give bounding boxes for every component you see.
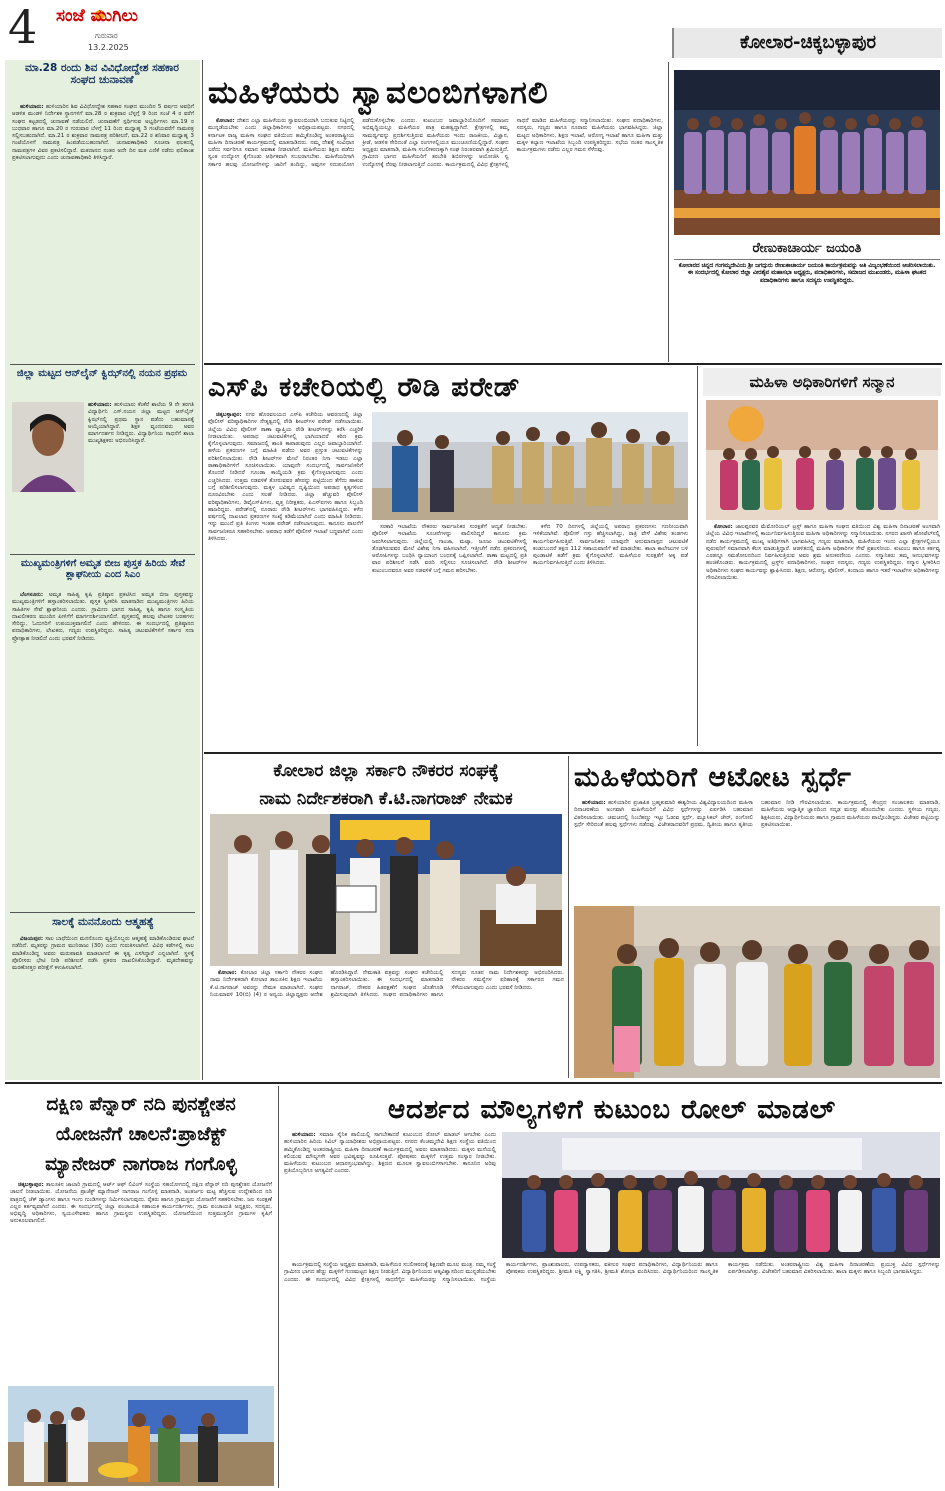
auto-story-body [574,800,940,904]
rowdy-story-dateline: ಚಿಕ್ಕಬಳ್ಳಾಪುರ: [216,412,242,418]
river-project-photo [8,1386,274,1486]
section-banner [672,28,942,58]
renuka-subhead: ರೇಣುಕಾಚಾರ್ಯ ಜಯಂತಿ [752,241,862,256]
sidebar-story1-body [12,104,194,362]
family-story-body-top [284,1132,496,1252]
sidebar-story1-text: ಹುಳಿಯಾರಿನ ಶಿವ ವಿವಿಧೋದ್ದೇಶ ಸಹಕಾರ ಸಂಘದ ಮುಂದಿನ 5 ವರ್ಷದ ಅವಧಿಗೆ ಆಡಳಿತ ಮಂಡಳಿ ನಿರ್ದೇಶಕ ಸ್ಥಾನಗಳಿಗೆ ಮಾ.28 ರ ಶುಕ್ರವಾರ ಬೆಳ್ಳಗ್ಗೆ 9 ರಿಂದ ಸಂಜೆ 4 ರ ವರೆಗೆ ಸಂಘದ ಕಟ್ಟಡದಲ್ಲಿ ಚುನಾವಣೆ ನಡೆಯಲಿದೆ. ಚುನಾವಣೆಗೆ ಸ್ಪರ್ಧಿಸುವ ಅಭ್ಯರ್ಥಿಗಳು ಮಾ.19 ರ ಬುಧವಾರ ಹಾಗೂ ಮಾ.20 ರ ಗುರುವಾರ ಬೆಳಗ್ಗೆ 11 ರಿಂದ ಮಧ್ಯಾಹ್ನ 3 ಗಂಟೆಯವರೆಗೆ ನಾಮಪತ್ರ ಸಲ್ಲಿಸಬಹುದಾಗಿದೆ. ಮಾ.21 ರ ಶುಕ್ರವಾರ ನಾಮಪತ್ರ ಪರಿಶೀಲನೆ, ಮಾ.22 ರ ಶನಿವಾರ ಮಧ್ಯಾಹ್ನ 3 ಗಂಟೆಯೊಳಗೆ ನಾಮಪತ್ರ ಹಿಂಪಡೆಯಬಹುದಾಗಿದೆ. ಚುನಾವಣಾಧಿಕಾರಿ ಸೂಚನಾ ಫಲಕದಲ್ಲಿ ನಾಮಪತ್ರಗಳ ವಿವರ ಪ್ರಕಟಿಸಲಿದ್ದಾರೆ. ಮತದಾನದ ನಂತರ ಅದೇ ದಿನ ಮತ ಎಣಿಕೆ ನಡೆದು ಫಲಿತಾಂಶ ಪ್ರಕಟಿಸಲಾಗುವುದು ಎಂದು ಚುನಾವಣಾಧಿಕಾರಿ ತಿಳಿಸಿದ್ದಾರೆ. [12,104,194,162]
family-story-text-bottom: ಕಾರ್ಯಕ್ರಮದಲ್ಲಿ ಸಂಸ್ಥೆಯ ಅಧ್ಯಕ್ಷರು ಮಾತನಾಡಿ, ಮಹಿಳೆಯರ ಸಬಲೀಕರಣಕ್ಕೆ ಶಿಕ್ಷಣವೇ ಮೂಲ ಮಂತ್ರ. ನಮ್ಮ ಸಂಸ್ಥೆ ಗ್ರಾಮೀಣ ಭಾಗದ ಹೆಣ್ಣು ಮಕ್ಕಳಿಗೆ ಗುಣಮಟ್ಟದ ಶಿಕ್ಷಣ ನೀಡುತ್ತಿದೆ. ವಿದ್ಯಾರ್ಥಿನಿಯರು ಆತ್ಮವಿಶ್ವಾಸದಿಂದ ಮುನ್ನಡೆಯಬೇಕು ಎಂದರು. ಈ ಸಂದರ್ಭದಲ್ಲಿ ವಿವಿಧ ಕ್ಷೇತ್ರಗಳಲ್ಲಿ ಸಾಧನೆಗೈದ ಮಹಿಳೆಯರನ್ನು ಸನ್ಮಾನಿಸಲಾಯಿತು. ಸಂಸ್ಥೆಯ ಕಾರ್ಯದರ್ಶಿಗಳು, ಪ್ರಾಂಶುಪಾಲರು, ಉಪನ್ಯಾಸಕರು, ವಕೀಲರ ಸಂಘದ ಪದಾಧಿಕಾರಿಗಳು, ವಿದ್ಯಾರ್ಥಿನಿಯರು ಹಾಗೂ ಪೋಷಕರು ಉಪಸ್ಥಿತರಿದ್ದರು. ಶ್ರೀಮತಿ ಲಕ್ಷ್ಮಿ ಸ್ವಾಗತಿಸಿ, ಶ್ರೀಮತಿ ಶೋಭಾ ವಂದಿಸಿದರು. ವಿದ್ಯಾರ್ಥಿನಿಯರಿಂದ ಸಾಂಸ್ಕೃತಿಕ ಕಾರ್ಯಕ್ರಮ ನಡೆಯಿತು. ಅಂತರರಾಷ್ಟ್ರೀಯ ವಿಶ್ವ ಮಹಿಳಾ ದಿನಾಚರಣೆಯ ಪ್ರಯುಕ್ತ ವಿವಿಧ ಸ್ಪರ್ಧೆಗಳನ್ನು ಏರ್ಪಡಿಸಲಾಗಿತ್ತು. ವಿಜೇತರಿಗೆ ಬಹುಮಾನ ವಿತರಿಸಲಾಯಿತು. ಶಾಲಾ ಮಕ್ಕಳು ಹಾಗೂ ಸಿಬ್ಬಂದಿ ಭಾಗವಹಿಸಿದ್ದರು. [284,1262,940,1283]
student-photo [12,402,84,492]
family-story-body-bottom [284,1262,940,1486]
women-story-dateline: ಕೋಲಾರ: [216,118,235,124]
renuka-subhead-box [674,238,940,260]
section-divider [204,752,942,754]
river-story-body [10,1182,272,1382]
rowdy-story-body-left [208,412,363,748]
family-story-headline: ಆದರ್ಶದ ಮೌಲ್ಯಗಳಿಗೆ ಕುಟುಂಬ ರೋಲ್ ಮಾಡಲ್ [387,1095,837,1125]
sidebar-story1-dateline: ಹುಳಿಯಾರು: [20,104,44,110]
river-headline-line2: ಯೋಜನೆಗೆ ಚಾಲನೆ:ಪ್ರಾಜೆಕ್ಟ್ [55,1124,227,1145]
issue-date: 13.2.2025 [88,43,129,52]
issue-day: ಗುರುವಾರ [95,32,118,40]
river-story-text: ತಾಲೂಕಿನ ಜಾಲಾರಿ ಗ್ರಾಮದಲ್ಲಿ ಆರ್ಟ್ ಆಫ್ ಲಿವಿಂಗ್ ಸಂಸ್ಥೆಯ ಸಹಯೋಗದಲ್ಲಿ ದಕ್ಷಿಣ ಪೆನ್ನಾರ್ ನದಿ ಪುನಶ್ಚೇತನ ಯೋಜನೆಗೆ ಚಾಲನೆ ನೀಡಲಾಯಿತು. ಯೋಜನೆಯ ಪ್ರಾಜೆಕ್ಟ್ ಮ್ಯಾನೇಜರ್ ನಾಗರಾಜ ಗಂಗೊಳ್ಳಿ ಮಾತನಾಡಿ, ಅಂತರ್ಜಲ ಮಟ್ಟ ಹೆಚ್ಚಿಸುವ ಉದ್ದೇಶದಿಂದ ನದಿ ಪಾತ್ರದಲ್ಲಿ ಚೆಕ್ ಡ್ಯಾಂಗಳು ಹಾಗೂ ಇಂಗು ಗುಂಡಿಗಳನ್ನು ನಿರ್ಮಿಸಲಾಗುವುದು. ರೈತರು ಹಾಗೂ ಗ್ರಾಮಸ್ಥರು ಯೋಜನೆಗೆ ಸಹಕರಿಸಬೇಕು. ಜಲ ಸಂರಕ್ಷಣೆ ಎಲ್ಲರ ಕರ್ತವ್ಯವಾಗಿದೆ ಎಂದರು. ಈ ಸಂದರ್ಭದಲ್ಲಿ ಜಿಲ್ಲಾ ಪಂಚಾಯತಿ ಸಹಾಯಕ ಕಾರ್ಯದರ್ಶಿಗಳು, ಗ್ರಾಮ ಪಂಚಾಯತಿ ಅಧ್ಯಕ್ಷರು, ಸದಸ್ಯರು, ಅಭಿವೃದ್ಧಿ ಅಧಿಕಾರಿಗಳು, ಸ್ವಯಂಸೇವಕರು ಹಾಗೂ ಗ್ರಾಮಸ್ಥರು ಉಪಸ್ಥಿತರಿದ್ದರು. ಯೋಜನೆಯಿಂದ ಸುತ್ತಮುತ್ತಲಿನ ಗ್ರಾಮಗಳ ಕೃಷಿಗೆ ಅನುಕೂಲವಾಗಲಿದೆ. [10,1182,272,1225]
section-divider [204,363,942,365]
family-story-text-top: ಸಮಾಜ ಸೈನಿಕ ಪಾಲಿಯಲ್ಲಿ ಸಾಗಬೇಕಾದರೆ ಕುಟುಂಬದ ರೋಲ್ ಮಾಡಲ್ ಆಗಬೇಕು ಎಂದು ಹುಳಿಯಾರಿನ ಹಿರಿಯ ಸಿವಿಲ್ ನ್ಯಾಯಾಧೀಶರು ಅಭಿಪ್ರಾಯಪಟ್ಟರು. ನಗರದ ಕೆಂಚಮ್ಮದೇವಿ ಶಿಕ್ಷಣ ಸಂಸ್ಥೆಯ ವತಿಯಿಂದ ಹಮ್ಮಿಕೊಂಡಿದ್ದ ಅಂತರರಾಷ್ಟ್ರೀಯ ಮಹಿಳಾ ದಿನಾಚರಣೆ ಕಾರ್ಯಕ್ರಮದಲ್ಲಿ ಅವರು ಮಾತನಾಡಿದರು. ಮಕ್ಕಳು ಮನೆಯಲ್ಲಿ ಕಲಿಯುವ ಮೌಲ್ಯಗಳೇ ಅವರ ಭವಿಷ್ಯವನ್ನು ರೂಪಿಸುತ್ತವೆ. ಪೋಷಕರು ಮಕ್ಕಳಿಗೆ ಉತ್ತಮ ಸಂಸ್ಕಾರ ನೀಡಬೇಕು. ಮಹಿಳೆಯರು ಕುಟುಂಬದ ಆಧಾರಸ್ತಂಭವಾಗಿದ್ದು, ಶಿಕ್ಷಣದ ಮೂಲಕ ಸ್ವಾವಲಂಬಿಗಳಾಗಬೇಕು. ಕಾನೂನಿನ ಅರಿವು ಪ್ರತಿಯೊಬ್ಬರಿಗೂ ಅಗತ್ಯವಿದೆ ಎಂದರು. [284,1132,496,1175]
divider [10,554,195,555]
sidebar-story2-body [12,402,194,552]
honor-story-body [706,524,940,748]
sidebar-story2-headline: ಜಿಲ್ಲಾ ಮಟ್ಟದ ಆನ್‌ಲೈನ್ ಕ್ವಿಝ್‌ನಲ್ಲಿ ನಯನ ಪ್ರಥಮ [16,368,188,379]
honor-story-text: ಜಾಲಪ್ಪನವರ ಮೆಮೋರಿಯಲ್ ಟ್ರಸ್ಟ್ ಹಾಗೂ ಮಹಿಳಾ ಸಂಘದ ವತಿಯಿಂದ ವಿಶ್ವ ಮಹಿಳಾ ದಿನಾಚರಣೆ ಅಂಗವಾಗಿ ಜಿಲ್ಲೆಯ ವಿವಿಧ ಇಲಾಖೆಗಳಲ್ಲಿ ಕಾರ್ಯನಿರ್ವಹಿಸುತ್ತಿರುವ ಮಹಿಳಾ ಅಧಿಕಾರಿಗಳನ್ನು ಸನ್ಮಾನಿಸಲಾಯಿತು. ನಗರದ ಖಾಸಗಿ ಹೋಟೆಲ್‌ನಲ್ಲಿ ನಡೆದ ಕಾರ್ಯಕ್ರಮದಲ್ಲಿ ಮುಖ್ಯ ಅತಿಥಿಗಳಾಗಿ ಭಾಗವಹಿಸಿದ್ದ ಗಣ್ಯರು ಮಾತನಾಡಿ, ಮಹಿಳೆಯರು ಇಂದು ಎಲ್ಲಾ ಕ್ಷೇತ್ರಗಳಲ್ಲಿಯೂ ಪುರುಷರಿಗೆ ಸಮಾನವಾಗಿ ಕೆಲಸ ಮಾಡುತ್ತಿದ್ದಾರೆ. ಆಡಳಿತದಲ್ಲಿ ಮಹಿಳಾ ಅಧಿಕಾರಿಗಳ ಸೇವೆ ಪ್ರಶಂಸನೀಯ. ಕುಟುಂಬ ಹಾಗೂ ಕರ್ತವ್ಯ ಎರಡನ್ನೂ ಸಮತೋಲನದಿಂದ ನಿರ್ವಹಿಸುತ್ತಿರುವ ಅವರ ಶ್ರಮ ಅನುಕರಣೀಯ ಎಂದರು. ಸನ್ಮಾನಿತರು ತಮ್ಮ ಅನುಭವಗಳನ್ನು ಹಂಚಿಕೊಂಡರು. ಕಾರ್ಯಕ್ರಮದಲ್ಲಿ ಟ್ರಸ್ಟ್‌ನ ಪದಾಧಿಕಾರಿಗಳು, ಸಂಘದ ಸದಸ್ಯರು, ಗಣ್ಯರು ಉಪಸ್ಥಿತರಿದ್ದರು. ಸನ್ಮಾನ ಸ್ವೀಕರಿಸಿದ ಅಧಿಕಾರಿಗಳು ಸಂಘದ ಕಾರ್ಯವನ್ನು ಶ್ಲಾಘಿಸಿದರು. ಶಿಕ್ಷಣ, ಆರೋಗ್ಯ, ಪೊಲೀಸ್, ಕಂದಾಯ ಹಾಗೂ ಇತರೆ ಇಲಾಖೆಗಳ ಅಧಿಕಾರಿಗಳನ್ನು ಗೌರವಿಸಲಾಯಿತು. [706,524,940,582]
brand-name: ಸಂಜೆ ಮುಗಿಲು [56,6,138,26]
nagaraj-photo [210,814,562,966]
divider [10,912,195,913]
river-headline-line3: ಮ್ಯಾನೇಜರ್ ನಾಗರಾಜ ಗಂಗೊಳ್ಳಿ [45,1154,237,1175]
sidebar-story4-dateline: ವಿಜಯಪುರ: [20,936,44,942]
rowdy-story-body-right: ಕಳೆದ 70 ದಿನಗಳಲ್ಲಿ ಜಿಲ್ಲೆಯಲ್ಲಿ ಅಪರಾಧ ಪ್ರಕರಣಗಳು ಗಣನೀಯವಾಗಿ ಇಳಿಕೆಯಾಗಿವೆ. ಪೊಲೀಸ್ ಗಸ್ತು ಹೆಚ್ಚಿಸಲಾಗಿದ್ದು, ರಾತ್ರಿ ವೇಳೆ ವಿಶೇಷ ತಂಡಗಳು ಕಾರ್ಯನಿರ್ವಹಿಸುತ್ತಿವೆ. ಸಾರ್ವಜನಿಕರು ಯಾವುದೇ ಅನುಮಾನಾಸ್ಪದ ಚಟುವಟಿಕೆ ಕಂಡುಬಂದರೆ ತಕ್ಷಣ 112 ಸಹಾಯವಾಣಿಗೆ ಕರೆ ಮಾಡಬೇಕು. ಶಾಲಾ ಕಾಲೇಜುಗಳ ಬಳಿ ಪುಂಡಾಟಿಕೆ ತಡೆಗೆ ಕ್ರಮ ಕೈಗೊಳ್ಳಲಾಗಿದೆ. ಮಹಿಳೆಯರ ಸುರಕ್ಷತೆಗೆ ಅಕ್ಕ ಪಡೆ ಕಾರ್ಯನಿರ್ವಹಿಸುತ್ತಿದೆ ಎಂದು ತಿಳಿಸಿದರು. [533,524,688,567]
rowdy-story-text: ನಗರ ಹೊರವಲಯದ ಎಸ್‌ಪಿ ಕಚೇರಿಯ ಆವರಣದಲ್ಲಿ ಜಿಲ್ಲಾ ಪೊಲೀಸ್ ವರಿಷ್ಠಾಧಿಕಾರಿಗಳ ನೇತೃತ್ವದಲ್ಲಿ ರೌಡಿ ಶೀಟರ್‌ಗಳ ಪರೇಡ್ ನಡೆಸಲಾಯಿತು. ಜಿಲ್ಲೆಯ ವಿವಿಧ ಪೊಲೀಸ್ ಠಾಣಾ ವ್ಯಾಪ್ತಿಯ ರೌಡಿ ಶೀಟರ್‌ಗಳನ್ನು ಕರೆಸಿ ಎಚ್ಚರಿಕೆ ನೀಡಲಾಯಿತು. ಅಪರಾಧ ಚಟುವಟಿಕೆಗಳಲ್ಲಿ ಭಾಗಿಯಾದರೆ ಕಠಿಣ ಕ್ರಮ ಕೈಗೊಳ್ಳಲಾಗುವುದು. ಸಮಾಜದಲ್ಲಿ ಶಾಂತಿ ಕಾಪಾಡುವುದು ಎಲ್ಲರ ಜವಾಬ್ದಾರಿಯಾಗಿದೆ. ಹಳೆಯ ಪ್ರಕರಣಗಳ ಬಗ್ಗೆ ಮಾಹಿತಿ ಪಡೆದು ಅವರ ಪ್ರಸ್ತುತ ಚಟುವಟಿಕೆಗಳನ್ನು ಪರಿಶೀಲಿಸಲಾಯಿತು. ರೌಡಿ ಶೀಟರ್‌ಗಳ ಮೇಲೆ ನಿರಂತರ ನಿಗಾ ಇಡಲು ಎಲ್ಲಾ ಠಾಣಾಧಿಕಾರಿಗಳಿಗೆ ಸೂಚಿಸಲಾಯಿತು. ಯಾವುದೇ ಸಂದರ್ಭದಲ್ಲಿ ಸಾರ್ವಜನಿಕರಿಗೆ ತೊಂದರೆ ನೀಡಿದರೆ ಗೂಂಡಾ ಕಾಯ್ದೆಯಡಿ ಕ್ರಮ ಕೈಗೊಳ್ಳಲಾಗುವುದು ಎಂದು ಎಚ್ಚರಿಸಿದರು. ಉತ್ತಮ ನಡವಳಿಕೆ ತೋರುವವರ ಹೆಸರನ್ನು ಪಟ್ಟಿಯಿಂದ ತೆಗೆದು ಹಾಕುವ ಬಗ್ಗೆ ಪರಿಶೀಲಿಸಲಾಗುವುದು. ಮಕ್ಕಳ ಭವಿಷ್ಯದ ದೃಷ್ಟಿಯಿಂದ ಅಪರಾಧ ಕೃತ್ಯಗಳಿಂದ ದೂರವಿರಬೇಕು ಎಂದು ಸಲಹೆ ನೀಡಿದರು. ಜಿಲ್ಲಾ ಹೆಚ್ಚುವರಿ ಪೊಲೀಸ್ ವರಿಷ್ಠಾಧಿಕಾರಿಗಳು, ಡಿವೈಎಸ್‌ಪಿಗಳು, ವೃತ್ತ ನಿರೀಕ್ಷಕರು, ಪಿಎಸ್‌ಐಗಳು ಹಾಗೂ ಸಿಬ್ಬಂದಿ ಹಾಜರಿದ್ದರು. ಪರೇಡ್‌ನಲ್ಲಿ ನೂರಾರು ರೌಡಿ ಶೀಟರ್‌ಗಳು ಭಾಗವಹಿಸಿದ್ದರು. ಕಳೆದ ವರ್ಷದಲ್ಲಿ ದಾಖಲಾದ ಪ್ರಕರಣಗಳ ಸಂಖ್ಯೆ ಕಡಿಮೆಯಾಗಿದೆ ಎಂದು ಮಾಹಿತಿ ನೀಡಿದರು. ಇನ್ನು ಮುಂದೆ ಪ್ರತಿ ತಿಂಗಳು ಇಂತಹ ಪರೇಡ್ ನಡೆಸಲಾಗುವುದು. ಕಾನೂನು ಪಾಲನೆಗೆ ಸಾರ್ವಜನಿಕರೂ ಸಹಕರಿಸಬೇಕು. ಅಪರಾಧ ತಡೆಗೆ ಪೊಲೀಸ್ ಇಲಾಖೆ ಬದ್ಧವಾಗಿದೆ ಎಂದು ತಿಳಿಸಿದರು. [208,412,363,543]
sidebar-story1-headline: ಮಾ.28 ರಂದು ಶಿವ ವಿವಿಧೋದ್ದೇಶ ಸಹಕಾರ ಸಂಘದ ಚುನಾವಣೆ [25,62,179,87]
sidebar-story3-body [12,592,194,910]
auto-story-dateline: ಹುಳಿಯಾರು: [582,800,606,806]
honor-subhead: ಮಹಿಳಾ ಅಧಿಕಾರಿಗಳಿಗೆ ಸನ್ಮಾನ [749,373,895,391]
column-divider [278,1086,279,1488]
sidebar-story3-dateline: ಬೆಂಗಳೂರು: [20,592,44,598]
masthead [0,0,945,60]
column-divider [202,60,203,1080]
page-number: 4 [8,0,38,54]
nagaraj-story-text: ಕೋಲಾರ ಜಿಲ್ಲಾ ಸರ್ಕಾರಿ ನೌಕರರ ಸಂಘದ ನಾಮ ನಿರ್ದೇಶಕರಾಗಿ ಕೋಲಾರ ತಾಲೂಕಿನ ಶಿಕ್ಷಣ ಇಲಾಖೆಯ ಕೆ.ಟಿ.ನಾಗರಾಜ್ ಅವರನ್ನು ನೇಮಕ ಮಾಡಲಾಗಿದೆ. ಸಂಘದ ನಿಯಮಾವಳಿ 10(ಬಿ) (4) ರ ಅನ್ವಯ ಜಿಲ್ಲಾಧ್ಯಕ್ಷರು ಆದೇಶ ಹೊರಡಿಸಿದ್ದಾರೆ. ನೇಮಕಾತಿ ಪತ್ರವನ್ನು ಸಂಘದ ಕಚೇರಿಯಲ್ಲಿ ಹಸ್ತಾಂತರಿಸಲಾಯಿತು. ಈ ಸಂದರ್ಭದಲ್ಲಿ ಮಾತನಾಡಿದ ನಾಗರಾಜ್, ನೌಕರರ ಹಿತರಕ್ಷಣೆಗೆ ಸಂಘದ ಜೊತೆಗೂಡಿ ಶ್ರಮಿಸುವುದಾಗಿ ತಿಳಿಸಿದರು. ಸಂಘದ ಪದಾಧಿಕಾರಿಗಳು ಹಾಗೂ ಸದಸ್ಯರು ನೂತನ ನಾಮ ನಿರ್ದೇಶಕರನ್ನು ಅಭಿನಂದಿಸಿದರು. ನೌಕರರ ಸಮಸ್ಯೆಗಳ ಪರಿಹಾರಕ್ಕೆ ಸರ್ಕಾರದ ಗಮನ ಸೆಳೆಯಲಾಗುವುದು ಎಂದು ಭರವಸೆ ನೀಡಿದರು. [210,970,564,998]
section-divider [5,1082,942,1084]
renuka-caption: ಕೋಲಾರದ ಚಿನ್ನದ ಗಂಗಮ್ಮದೇವಿಯ ಶ್ರೀ ಜಗದ್ಗುರು ರೇಣುಕಾಚಾರ್ಯ ಜಯಂತಿ ಕಾರ್ಯಕ್ರಮವನ್ನು ಅತಿ ವಿಜೃಂಭಣೆಯಿಂದ ಆಚರಿಸಲಾಯಿತು. ಈ ಸಂದರ್ಭದಲ್ಲಿ ಕೋಲಾರ ಜಿಲ್ಲಾ ವೀರಶೈವ ಮಹಾಸಭಾ ಅಧ್ಯಕ್ಷರು, ಪದಾಧಿಕಾರಿಗಳು, ಸಮಾಜದ ಮುಖಂಡರು, ಮಹಿಳಾ ಘಟಕದ ಪದಾಧಿಕಾರಿಗಳು ಹಾಗೂ ಸದಸ್ಯರು ಉಪಸ್ಥಿತರಿದ್ದರು. [678,263,936,284]
river-headline-line1: ದಕ್ಷಿಣ ಪೆನ್ನಾರ್ ನದಿ ಪುನಶ್ಚೇತನ [46,1094,236,1115]
sidebar-story2-dateline: ಹುಳಿಯಾರು: [88,402,112,408]
auto-story-text: ಹುಳಿಯಾರಿನ ಪ್ರಜಾಪಿತ ಬ್ರಹ್ಮಕುಮಾರಿ ಈಶ್ವರೀಯ ವಿಶ್ವವಿದ್ಯಾಲಯದಿಂದ ಮಹಿಳಾ ದಿನಾಚರಣೆಯ ಅಂಗವಾಗಿ ಮಹಿಳೆಯರಿಗೆ ವಿವಿಧ ಸ್ಪರ್ಧೆಗಳನ್ನು ಏರ್ಪಡಿಸಿ ಬಹುಮಾನ ವಿತರಿಸಲಾಯಿತು. ಚಮಚದಲ್ಲಿ ನಿಂಬೆಹಣ್ಣು ಇಟ್ಟು ಓಡುವ ಸ್ಪರ್ಧೆ, ಮ್ಯೂಸಿಕಲ್ ಚೇರ್, ರಂಗೋಲಿ ಸ್ಪರ್ಧೆ ಸೇರಿದಂತೆ ಹಲವು ಸ್ಪರ್ಧೆಗಳು ನಡೆದವು. ವಿಜೇತರಾದವರಿಗೆ ಪ್ರಥಮ, ದ್ವಿತೀಯ ಹಾಗೂ ತೃತೀಯ ಬಹುಮಾನ ನೀಡಿ ಗೌರವಿಸಲಾಯಿತು. ಕಾರ್ಯಕ್ರಮದಲ್ಲಿ ಕೇಂದ್ರದ ಸಂಚಾಲಕರು ಮಾತನಾಡಿ, ಮಹಿಳೆಯರು ಆಧ್ಯಾತ್ಮಿಕ ಜ್ಞಾನದಿಂದ ಸದೃಢ ಮನಸ್ಸು ಹೊಂದಬೇಕು ಎಂದರು. ಸ್ಥಳೀಯ ಗಣ್ಯರು, ಶಿಕ್ಷಕಿಯರು, ವಿದ್ಯಾರ್ಥಿನಿಯರು ಹಾಗೂ ಗ್ರಾಮದ ಮಹಿಳೆಯರು ಪಾಲ್ಗೊಂಡಿದ್ದರು. ವಿಜೇತರ ಪಟ್ಟಿಯನ್ನು ಪ್ರಕಟಿಸಲಾಯಿತು. [574,800,940,828]
women-story-text: ದೇಶದ ಎಲ್ಲಾ ಮಹಿಳೆಯರು ಸ್ವಾವಲಂಬಿಯಾಗಿ ಬದುಕುವ ನಿಟ್ಟಿನಲ್ಲಿ ಮುನ್ನಡೆಯಬೇಕು ಎಂದು ಜಿಲ್ಲಾಧಿಕಾರಿಗಳು ಅಭಿಪ್ರಾಯಪಟ್ಟರು. ನಗರದಲ್ಲಿ ಕರ್ನಾಟಕ ರಾಜ್ಯ ಮಹಿಳಾ ಸಂಘದ ವತಿಯಿಂದ ಹಮ್ಮಿಕೊಂಡಿದ್ದ ಅಂತರರಾಷ್ಟ್ರೀಯ ಮಹಿಳಾ ದಿನಾಚರಣೆ ಕಾರ್ಯಕ್ರಮದಲ್ಲಿ ಮಾತನಾಡಿದರು. ನಮ್ಮ ದೇಶಕ್ಕೆ ಸಂವಿಧಾನ ಬರೆದು ಸರ್ವರಿಗೂ ಸಮಾನ ಅವಕಾಶ ನೀಡಲಾಗಿದೆ. ಮಹಿಳೆಯರು ಶಿಕ್ಷಣ ಪಡೆದು ಸ್ವಂತ ಉದ್ಯೋಗ ಕೈಗೊಂಡು ಆರ್ಥಿಕವಾಗಿ ಸಬಲರಾಗಬೇಕು. ಮಹಿಳೆಯರಿಗಾಗಿ ಸರ್ಕಾರ ಹಲವು ಯೋಜನೆಗಳನ್ನು ಜಾರಿಗೆ ತಂದಿದ್ದು, ಅವುಗಳ ಸದುಪಯೋಗ ಪಡೆದುಕೊಳ್ಳಬೇಕು ಎಂದರು. ಕುಟುಂಬದ ಜವಾಬ್ದಾರಿಯೊಂದಿಗೆ ಸಮಾಜದ ಅಭಿವೃದ್ಧಿಯಲ್ಲೂ ಮಹಿಳೆಯರ ಪಾತ್ರ ಮಹತ್ವದ್ದಾಗಿದೆ. ಕ್ಷೇತ್ರಗಳಲ್ಲಿ ತಮ್ಮ ಸಾಮರ್ಥ್ಯವನ್ನು ಪ್ರದರ್ಶಿಸುತ್ತಿರುವ ಮಹಿಳೆಯರು ಇಂದು ರಾಜಕೀಯ, ವಿಜ್ಞಾನ, ಕ್ರೀಡೆ, ಆಡಳಿತ ಸೇರಿದಂತೆ ಎಲ್ಲಾ ರಂಗಗಳಲ್ಲಿಯೂ ಮುಂಚೂಣಿಯಲ್ಲಿದ್ದಾರೆ. ಸಂಘದ ಅಧ್ಯಕ್ಷರು ಮಾತನಾಡಿ, ಮಹಿಳಾ ಸಬಲೀಕರಣಕ್ಕಾಗಿ ಸಂಘ ನಿರಂತರವಾಗಿ ಶ್ರಮಿಸುತ್ತಿದೆ. ಗ್ರಾಮೀಣ ಭಾಗದ ಮಹಿಳೆಯರಿಗೆ ತರಬೇತಿ ಶಿಬಿರಗಳನ್ನು ಆಯೋಜಿಸಿ ಸ್ವ ಉದ್ಯೋಗಕ್ಕೆ ನೆರವು ನೀಡಲಾಗುತ್ತಿದೆ ಎಂದರು. ಕಾರ್ಯಕ್ರಮದಲ್ಲಿ ವಿವಿಧ ಕ್ಷೇತ್ರಗಳಲ್ಲಿ ಸಾಧನೆ ಮಾಡಿದ ಮಹಿಳೆಯರನ್ನು ಸನ್ಮಾನಿಸಲಾಯಿತು. ಸಂಘದ ಪದಾಧಿಕಾರಿಗಳು, ಸದಸ್ಯರು, ಗಣ್ಯರು ಹಾಗೂ ನೂರಾರು ಮಹಿಳೆಯರು ಭಾಗವಹಿಸಿದ್ದರು. ಜಿಲ್ಲಾ ಮಟ್ಟದ ಅಧಿಕಾರಿಗಳು, ಶಿಕ್ಷಣ ಇಲಾಖೆ, ಆರೋಗ್ಯ ಇಲಾಖೆ ಹಾಗೂ ಮಹಿಳಾ ಮತ್ತು ಮಕ್ಕಳ ಕಲ್ಯಾಣ ಇಲಾಖೆಯ ಸಿಬ್ಬಂದಿ ಉಪಸ್ಥಿತರಿದ್ದರು. ಸಭೆಯ ನಂತರ ಸಾಂಸ್ಕೃತಿಕ ಕಾರ್ಯಕ್ರಮಗಳು ನಡೆದು ಎಲ್ಲರ ಗಮನ ಸೆಳೆದವು. [208,118,663,168]
column-divider [697,366,698,746]
sidebar-story4-headline: ಸಾಲಕ್ಕೆ ಮನನೊಂದು ಆತ್ಮಹತ್ಯೆ [52,916,154,928]
family-story-dateline: ಹುಳಿಯಾರು: [292,1132,316,1138]
honor-photo [706,400,938,520]
divider [10,364,195,365]
sidebar-story3-text: ಅಮೃತ ಸಾಹಿತ್ಯ ಕೃಷಿ ಪ್ರತಿಷ್ಠಾನ ಪ್ರಕಟಿಸಿದ ಅಮೃತ ಬೀಜ ಪುಸ್ತಕವನ್ನು ಮುಖ್ಯಮಂತ್ರಿಗಳಿಗೆ ಹಸ್ತಾಂತರಿಸಲಾಯಿತು. ಪುಸ್ತಕ ಸ್ವೀಕರಿಸಿ ಮಾತನಾಡಿದ ಮುಖ್ಯಮಂತ್ರಿಗಳು ಹಿರಿಯ ಸಾಹಿತಿಗಳ ಸೇವೆ ಶ್ಲಾಘನೀಯ ಎಂದರು. ಗ್ರಾಮೀಣ ಭಾಗದ ಸಾಹಿತ್ಯ, ಕೃಷಿ ಹಾಗೂ ಸಂಸ್ಕೃತಿಯ ದಾಖಲೀಕರಣ ಮುಂದಿನ ಪೀಳಿಗೆಗೆ ಮಾರ್ಗದರ್ಶಿಯಾಗಲಿದೆ. ಪುಸ್ತಕದಲ್ಲಿ ಹಲವು ಲೇಖಕರ ಬರಹಗಳು ಸೇರಿದ್ದು, ಓದುಗರಿಗೆ ಉಪಯುಕ್ತವಾಗಲಿದೆ ಎಂದು ಹೇಳಿದರು. ಈ ಸಂದರ್ಭದಲ್ಲಿ ಪ್ರತಿಷ್ಠಾನದ ಪದಾಧಿಕಾರಿಗಳು, ಲೇಖಕರು, ಗಣ್ಯರು ಉಪಸ್ಥಿತರಿದ್ದರು. ಸಾಹಿತ್ಯ ಚಟುವಟಿಕೆಗಳಿಗೆ ಸರ್ಕಾರ ಸದಾ ಪ್ರೋತ್ಸಾಹ ನೀಡಲಿದೆ ಎಂದು ಭರವಸೆ ನೀಡಿದರು. [12,592,194,642]
sidebar-story4-body [12,936,194,1076]
sidebar-story3-headline: ಮುಖ್ಯಮಂತ್ರಿಗಳಿಗೆ ಅಮೃತ ಬೀಜ ಪುಸ್ತಕ ಹಿರಿಯ ಸೇವೆ ಶ್ಲಾಘನೀಯ ಎಂದ ಸಿಎಂ [20,558,186,581]
rowdy-story-headline: ಎಸ್‌ಪಿ ಕಚೇರಿಯಲ್ಲಿ ರೌಡಿ ಪರೇಡ್ [208,372,521,403]
column-divider [668,62,669,362]
nagaraj-story-body [210,970,564,1076]
nagaraj-story-dateline: ಕೋಲಾರ: [218,970,237,976]
women-story-body [208,118,663,360]
auto-competition-photo [574,906,940,1078]
nagaraj-headline-line2: ನಾಮ ನಿರ್ದೇಶಕರಾಗಿ ಕೆ.ಟಿ.ನಾಗರಾಜ್ ನೇಮಕ [259,789,513,809]
river-story-dateline: ಚಿಕ್ಕಬಳ್ಳಾಪುರ: [18,1182,44,1188]
honor-story-dateline: ಕೋಲಾರ: [714,524,733,530]
sidebar-story4-text: ಸಾಲ ಬಾಧೆಯಿಂದ ಮನನೊಂದು ವ್ಯಕ್ತಿಯೊಬ್ಬರು ಆತ್ಮಹತ್ಯೆ ಮಾಡಿಕೊಂಡಿರುವ ಘಟನೆ ನಡೆದಿದೆ. ಮೃತರನ್ನು ಗ್ರಾಮದ ಮುನಿರಾಜು (30) ಎಂದು ಗುರುತಿಸಲಾಗಿದೆ. ವಿವಿಧ ಕಡೆಗಳಲ್ಲಿ ಸಾಲ ಮಾಡಿಕೊಂಡಿದ್ದ ಅವರು ಮರುಪಾವತಿ ಮಾಡಲಾಗದೆ ಈ ಕೃತ್ಯ ಎಸಗಿದ್ದಾರೆ ಎನ್ನಲಾಗಿದೆ. ಸ್ಥಳಕ್ಕೆ ಪೊಲೀಸರು ಭೇಟಿ ನೀಡಿ ಪರಿಶೀಲನೆ ನಡೆಸಿ ಪ್ರಕರಣ ದಾಖಲಿಸಿಕೊಂಡಿದ್ದಾರೆ. ಮೃತದೇಹವನ್ನು ಮರಣೋತ್ತರ ಪರೀಕ್ಷೆಗೆ ಕಳುಹಿಸಲಾಗಿದೆ. [12,936,194,972]
section-title: ಕೋಲಾರ-ಚಿಕ್ಕಬಳ್ಳಾಪುರ [739,32,877,53]
nagaraj-headline-line1: ಕೋಲಾರ ಜಿಲ್ಲಾ ಸರ್ಕಾರಿ ನೌಕರರ ಸಂಘಕ್ಕೆ [273,761,499,781]
auto-story-headline: ಮಹಿಳೆಯರಿಗೆ ಆಟೋಟ ಸ್ಪರ್ಧೆ [574,762,852,793]
column-divider [568,756,569,1078]
family-event-photo [502,1132,940,1258]
honor-subhead-box [703,368,941,396]
sidebar-story2-text: ಹುಳಿಯಾರು ಕೆಂಕೆರೆ ಶಾಲೆಯ 9 ನೇ ತರಗತಿ ವಿದ್ಯಾರ್ಥಿನಿ ಎಸ್.ನಯನ ಜಿಲ್ಲಾ ಮಟ್ಟದ ಆನ್‌ಲೈನ್ ಕ್ವಿಝ್‌ನಲ್ಲಿ ಪ್ರಥಮ ಸ್ಥಾನ ಪಡೆದು ಬಹುಮಾನಕ್ಕೆ ಆಯ್ಕೆಯಾಗಿದ್ದಾರೆ. ಶಿಕ್ಷಕ ವೃಂದದವರು ಅವರ ಮಾರ್ಗದರ್ಶನ ನೀಡಿದ್ದರು. ವಿದ್ಯಾರ್ಥಿನಿಯ ಸಾಧನೆಗೆ ಶಾಲಾ ಮುಖ್ಯಶಿಕ್ಷಕರು ಅಭಿನಂದಿಸಿದ್ದಾರೆ. [88,402,194,445]
renuka-jayanti-photo [674,70,940,235]
rowdy-parade-photo [372,412,688,520]
women-story-headline: ಮಹಿಳೆಯರು ಸ್ವಾವಲಂಬಿಗಳಾಗಲಿ [208,75,549,111]
rowdy-story-body-mid: ಸರಕಾರಿ ಇಲಾಖೆಯ ನೌಕರರು ಸಾರ್ವಜನಿಕರ ಸುರಕ್ಷತೆಗೆ ಆದ್ಯತೆ ನೀಡಬೇಕು. ಪೊಲೀಸ್ ಇಲಾಖೆಯ ಸೂಚನೆಗಳನ್ನು ಪಾಲಿಸದಿದ್ದರೆ ಕಾನೂನು ಕ್ರಮ ಜರುಗಿಸಲಾಗುವುದು. ಜಿಲ್ಲೆಯಲ್ಲಿ ಗಾಂಜಾ, ಮಟ್ಕಾ, ಜೂಜು ಚಟುವಟಿಕೆಗಳಲ್ಲಿ ತೊಡಗಿರುವವರ ಮೇಲೆ ವಿಶೇಷ ನಿಗಾ ವಹಿಸಲಾಗಿದೆ. ಇತ್ತೀಚೆಗೆ ನಡೆದ ಪ್ರಕರಣಗಳಲ್ಲಿ ಆರೋಪಿಗಳನ್ನು ಬಂಧಿಸಿ ನ್ಯಾಯಾಂಗ ಬಂಧನಕ್ಕೆ ಒಪ್ಪಿಸಲಾಗಿದೆ. ಠಾಣಾ ಮಟ್ಟದಲ್ಲಿ ಪ್ರತಿ ವಾರ ಪರಿಶೀಲನೆ ನಡೆಸಿ ವರದಿ ಸಲ್ಲಿಸಲು ಸೂಚಿಸಲಾಗಿದೆ. ರೌಡಿ ಶೀಟರ್‌ಗಳ ಕುಟುಂಬದವರೂ ಅವರ ನಡವಳಿಕೆ ಬಗ್ಗೆ ಗಮನ ಹರಿಸಬೇಕು. [372,524,527,574]
